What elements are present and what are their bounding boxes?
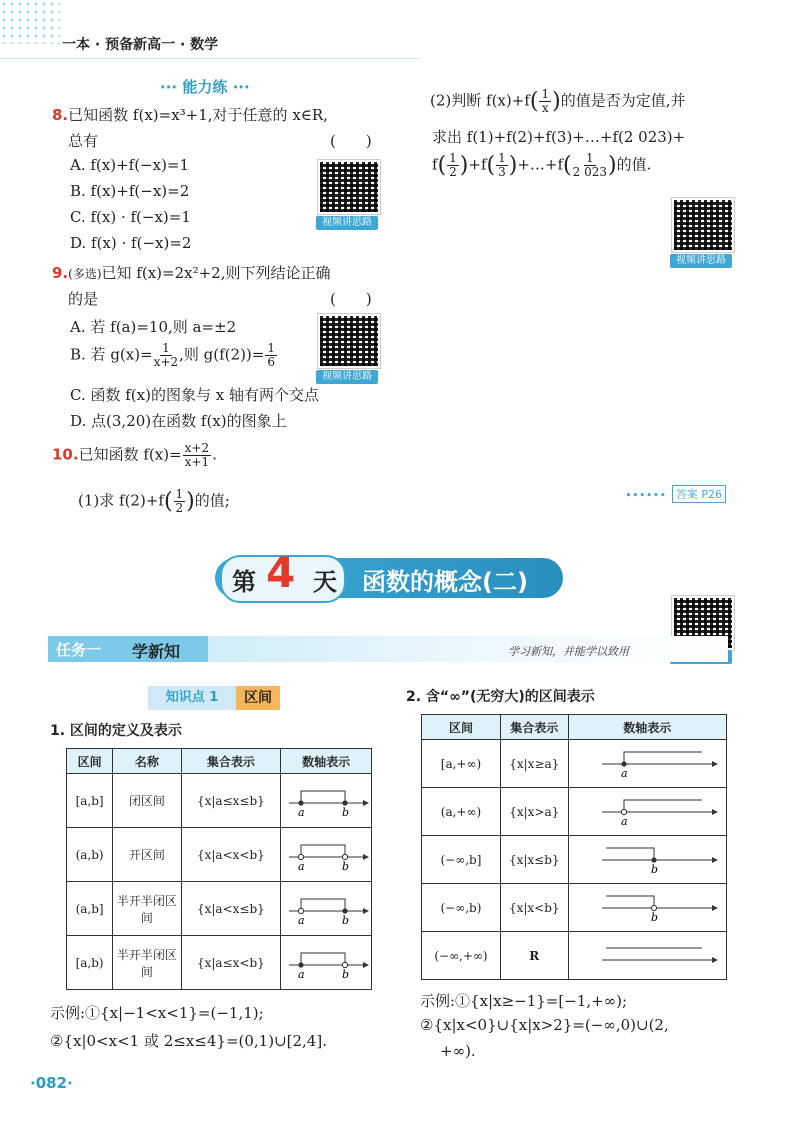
q9-option-c: C. 函数 f(x)的图象与 x 轴有两个交点 — [70, 386, 319, 404]
number-line-all-reals — [572, 934, 722, 974]
page-number: ∙082∙ — [30, 1074, 73, 1092]
axis-a-label: a — [621, 815, 628, 828]
answer-reference[interactable]: ∙∙∙∙∙∙ 答案 P26 — [625, 485, 726, 503]
t1-axis-closed — [281, 774, 372, 828]
example2-line2: ②{x|x<0}∪{x|x>2}=(−∞,0)∪(2, — [420, 1016, 669, 1034]
t1-set: {x|a≤x<b} — [181, 936, 281, 990]
axis-b-label: b — [342, 914, 350, 927]
t2-interval: (−∞,+∞) — [422, 932, 501, 980]
t2-axis-cell — [568, 836, 726, 884]
t1-axis-open — [281, 828, 372, 882]
t1-axis-right-open — [281, 936, 372, 990]
q8-option-a: A. f(x)+f(−x)=1 — [70, 156, 190, 174]
t2-interval: (−∞,b) — [422, 884, 501, 932]
number-line-inf-b-open — [572, 886, 722, 926]
q10-part2-line2: 求出 f(1)+f(2)+f(3)+…+f(2 023)+ — [432, 128, 686, 146]
t2-set: {x|x≥a} — [500, 740, 568, 788]
table-row — [67, 882, 372, 936]
t2-header-set: 集合表示 — [500, 715, 568, 740]
qr-caption-q9: 视频讲思路 — [316, 370, 378, 384]
q9-stem: 9.(多选)已知 f(x)=2x²+2,则下列结论正确 — [52, 264, 331, 282]
t1-set: {x|a<x≤b} — [181, 882, 281, 936]
q8-option-b: B. f(x)+f(−x)=2 — [70, 182, 190, 200]
q10-stem: 10.已知函数 f(x)= $\frac{x+2}{x+1}$ . — [52, 441, 217, 469]
q8-stem2: 总有 — [68, 132, 99, 150]
t2-axis-cell — [568, 740, 726, 788]
number-line-a-open-inf — [572, 790, 722, 830]
banner-di: 第 — [232, 568, 256, 596]
q8-stem: 8.已知函数 f(x)=x³+1,对于任意的 x∈R, — [52, 106, 328, 124]
number-line-open — [283, 833, 369, 873]
t1-interval: (a,b] — [67, 882, 113, 936]
q9-option-b: B. 若 g(x)= $\frac{1}{x+2}$ ,则 g(f(2))= $\frac{1}{6}$ — [70, 341, 275, 369]
t1-header-name: 名称 — [113, 749, 181, 774]
t2-set: {x|x≤b} — [500, 836, 568, 884]
t1-name: 闭区间 — [113, 774, 181, 828]
t1-interval: (a,b) — [67, 828, 113, 882]
number-line-inf-b-closed — [572, 838, 722, 878]
axis-a-label: a — [298, 860, 305, 873]
knowledge-point-name: 区间 — [236, 686, 280, 710]
subsection-1-title: 1. 区间的定义及表示 — [50, 723, 182, 739]
task-label: 任务一 — [56, 641, 102, 659]
qr-caption-q10: 视频讲思路 — [670, 254, 732, 268]
example1-line2: ②{x|0<x<1 或 2≤x≤4}=(0,1)∪[2,4]. — [50, 1032, 327, 1050]
q10-part2-line3: f( $\frac{1}{2}$ )+f( $\frac{1}{3}$ )+…+f( $\frac{1}{2 023}$ )的值. — [432, 151, 652, 179]
q9-option-d: D. 点(3,20)在函数 f(x)的图象上 — [70, 412, 287, 430]
section-title: ∙∙∙ 能力练 ∙∙∙ — [160, 78, 250, 96]
t2-set: {x|x>a} — [500, 788, 568, 836]
banner-title: 函数的概念(二) — [362, 568, 528, 596]
number-line-right-open — [283, 941, 369, 981]
t2-axis-cell — [568, 932, 726, 980]
q8-answer-paren: ( ) — [330, 132, 372, 150]
qr-code-q10[interactable] — [672, 198, 734, 252]
axis-b-label: b — [651, 863, 659, 876]
t1-axis-left-open — [281, 882, 372, 936]
number-line-a-closed-inf — [572, 742, 722, 782]
interval-definition-table — [66, 748, 372, 990]
t2-set: R — [500, 932, 568, 980]
axis-b-label: b — [342, 860, 350, 873]
banner-day-number: 4 — [266, 548, 296, 597]
q10-part1: (1)求 f(2)+f( $\frac{1}{2}$ )的值; — [78, 487, 230, 515]
example2-line1: 示例:①{x|x≥−1}=[−1,+∞); — [420, 992, 628, 1010]
subsection-2-title: 2. 含“∞”(无穷大)的区间表示 — [406, 689, 595, 705]
t2-interval: [a,+∞) — [422, 740, 501, 788]
t1-name: 半开半闭区间 — [113, 936, 181, 990]
knowledge-point-label: 知识点 1 — [148, 686, 236, 710]
table-row — [422, 932, 727, 980]
example1-line1: 示例:①{x|−1<x<1}=(−1,1); — [50, 1004, 264, 1022]
t2-interval: (−∞,b] — [422, 836, 501, 884]
t1-interval: [a,b) — [67, 936, 113, 990]
t1-header-axis: 数轴表示 — [281, 749, 372, 774]
corner-dots-decoration — [0, 0, 60, 44]
running-header: 一本 · 预备新高一 · 数学 — [62, 37, 219, 53]
table-row — [67, 774, 372, 828]
t1-set: {x|a≤x≤b} — [181, 774, 281, 828]
t1-name: 开区间 — [113, 828, 181, 882]
number-line-left-open — [283, 887, 369, 927]
axis-a-label: a — [621, 767, 628, 780]
qr-code-q8[interactable] — [318, 160, 380, 214]
axis-a-label: a — [298, 914, 305, 927]
banner-tian: 天 — [313, 568, 337, 596]
t2-interval: (a,+∞) — [422, 788, 501, 836]
t1-header-set: 集合表示 — [181, 749, 281, 774]
t1-set: {x|a<x<b} — [181, 828, 281, 882]
infinite-interval-table — [421, 714, 727, 980]
example2-line3: +∞). — [440, 1042, 476, 1060]
t2-axis-cell — [568, 788, 726, 836]
q9-answer-paren: ( ) — [330, 290, 372, 308]
t1-interval: [a,b] — [67, 774, 113, 828]
table-row — [422, 788, 727, 836]
q9-stem2: 的是 — [68, 290, 99, 308]
qr-code-q9[interactable] — [318, 314, 380, 368]
header-rule — [0, 58, 420, 59]
t2-header-interval: 区间 — [422, 715, 501, 740]
t2-header-axis: 数轴表示 — [568, 715, 726, 740]
axis-a-label: a — [298, 968, 305, 981]
axis-b-label: b — [342, 968, 350, 981]
q8-option-d: D. f(x) · f(−x)=2 — [70, 234, 192, 252]
q10-part2-line1: (2)判断 f(x)+f( $\frac{1}{x}$ )的值是否为定值,并 — [430, 87, 686, 115]
t1-name: 半开半闭区间 — [113, 882, 181, 936]
q9-option-a: A. 若 f(a)=10,则 a=±2 — [70, 318, 237, 336]
task-title: 学新知 — [132, 642, 181, 661]
t1-header-interval: 区间 — [67, 749, 113, 774]
table-row — [422, 836, 727, 884]
table-row — [422, 740, 727, 788]
table-row — [67, 828, 372, 882]
q8-option-c: C. f(x) · f(−x)=1 — [70, 208, 191, 226]
t2-axis-cell — [568, 884, 726, 932]
table-row — [422, 884, 727, 932]
t2-set: {x|x<b} — [500, 884, 568, 932]
qr-caption-q8: 视频讲思路 — [316, 216, 378, 230]
axis-b-label: b — [342, 806, 350, 819]
task-slogan: 学习新知，并能学以致用 — [508, 645, 629, 658]
axis-a-label: a — [298, 806, 305, 819]
axis-b-label: b — [651, 911, 659, 924]
table-row — [67, 936, 372, 990]
number-line-closed — [283, 779, 369, 819]
